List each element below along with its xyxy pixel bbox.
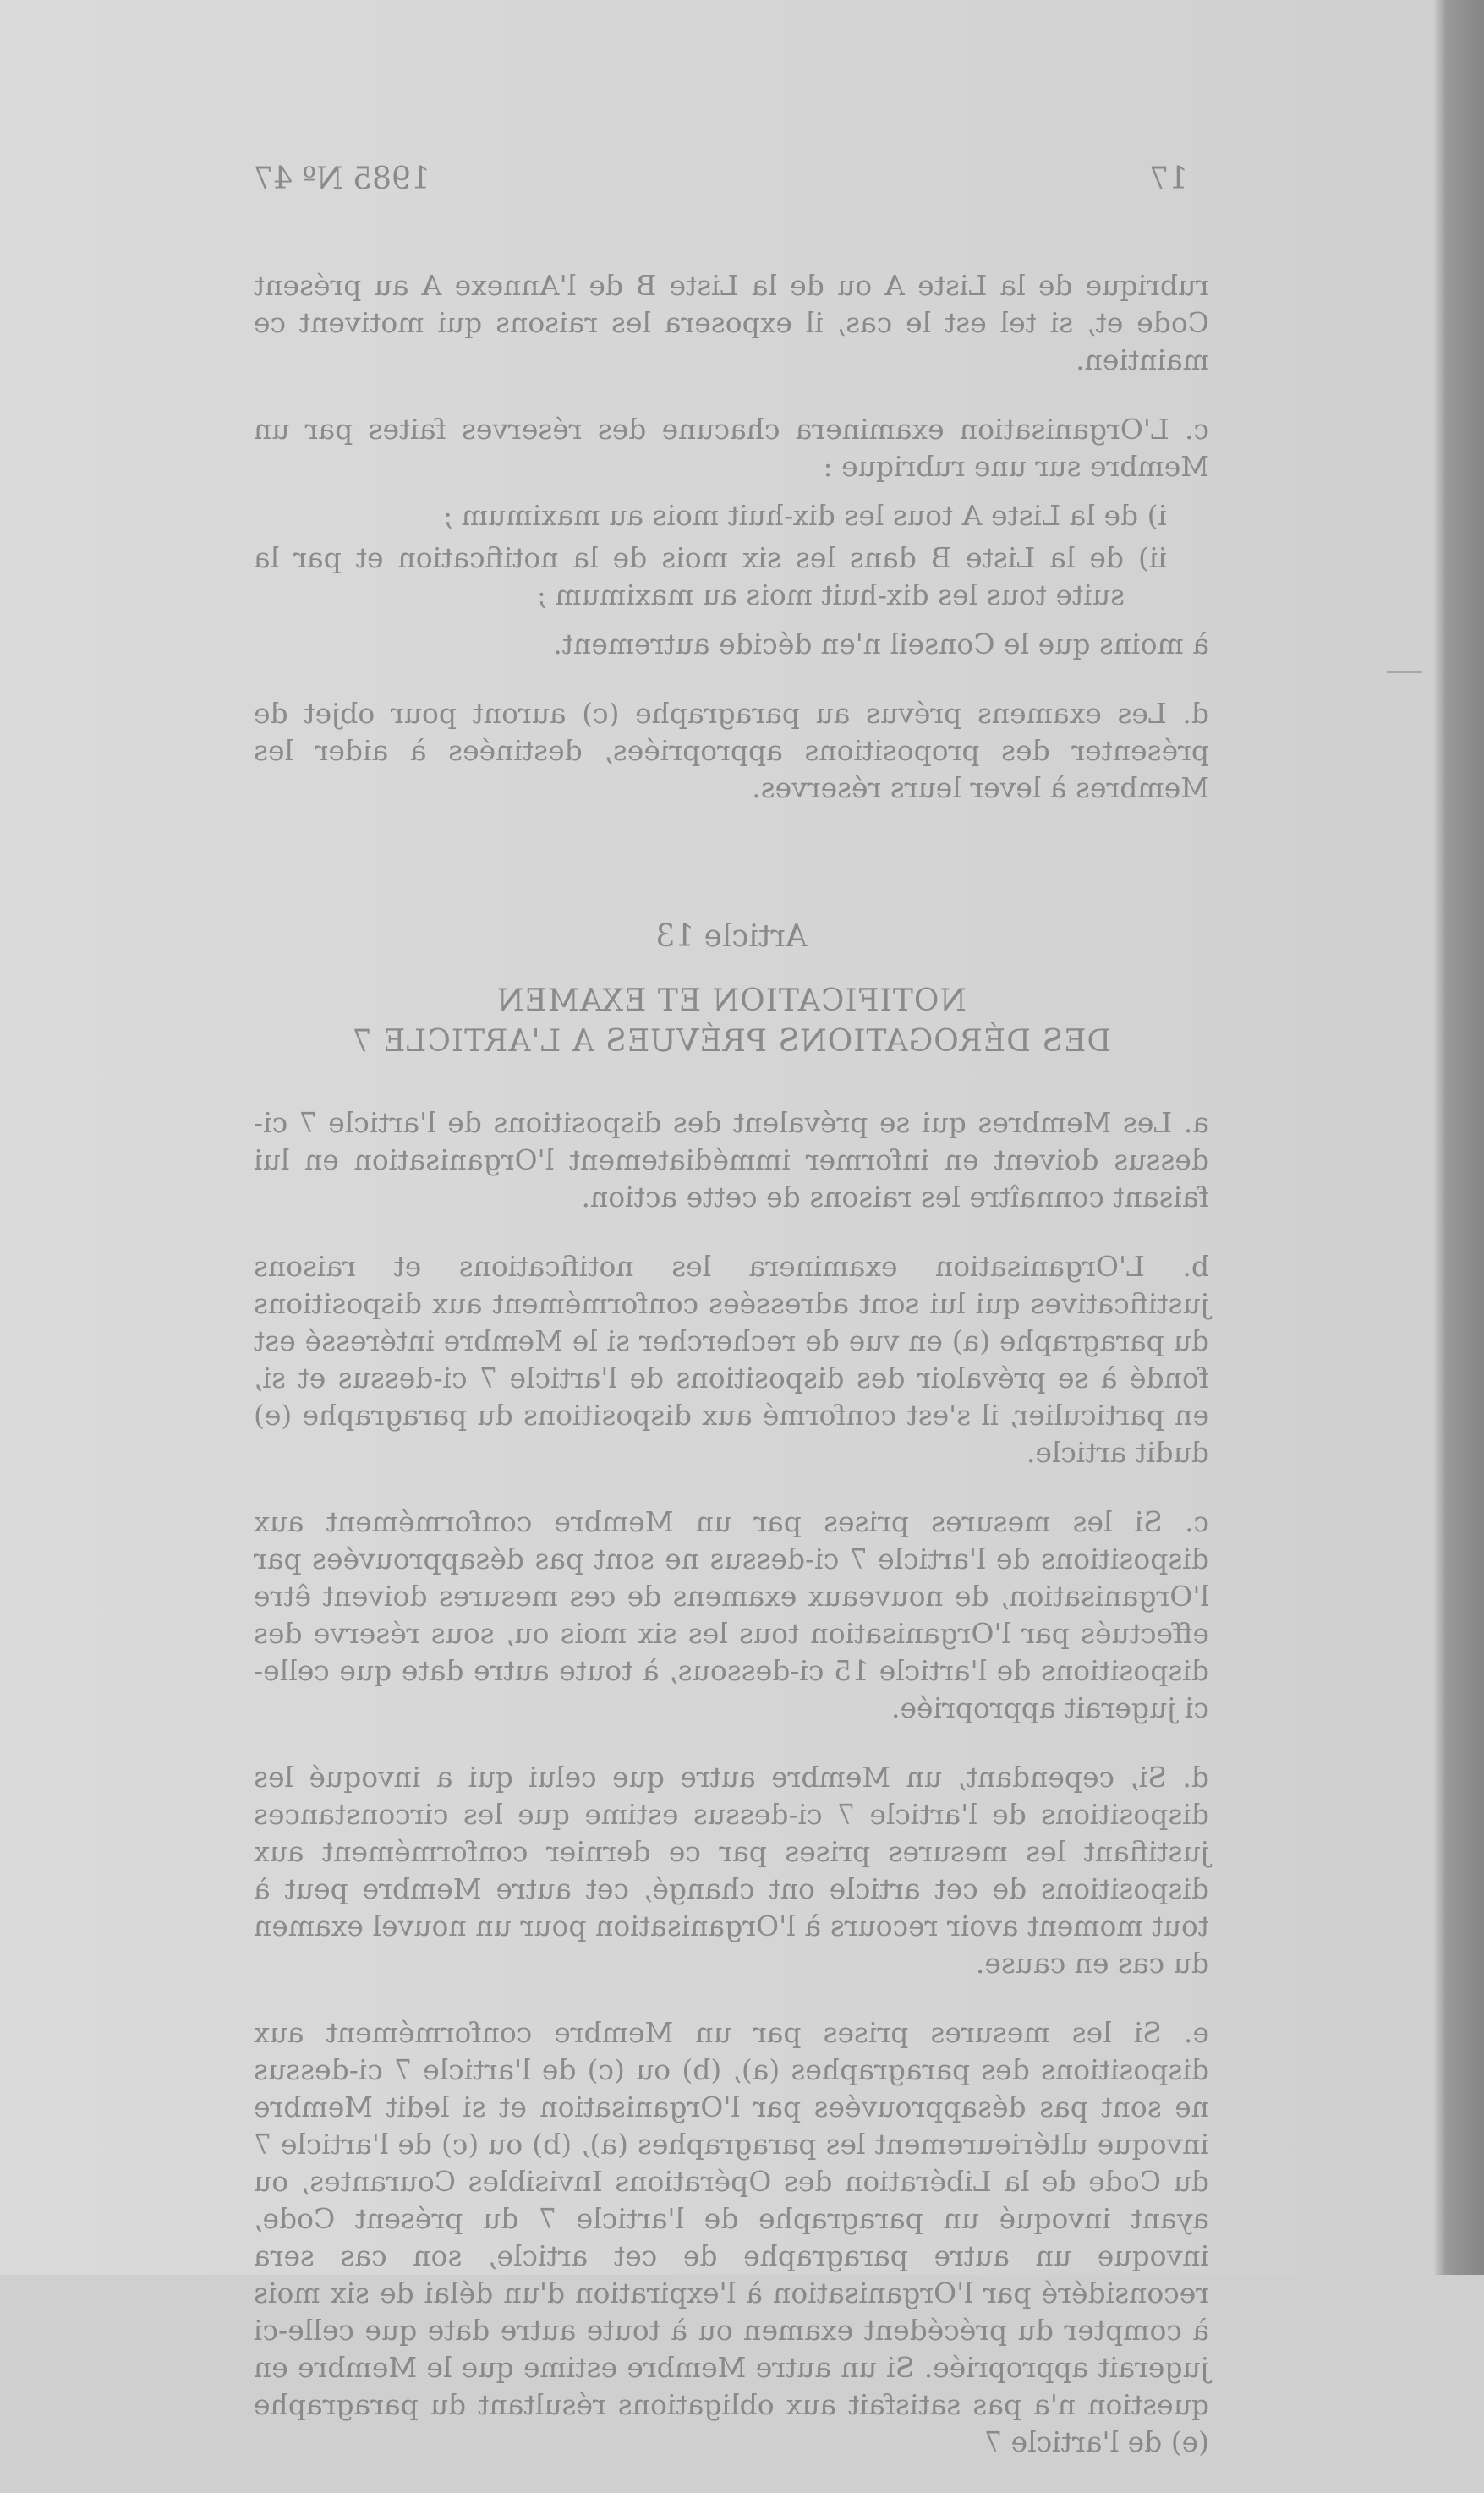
paragraph-d-article: d. Si, cependant, un Membre autre que celui qui a invoqué les dispositions de l'article 7 ci-dessus estime que les circonstances justifiant les mesures prises par ce dernier conformément aux dispositions de cet article ont changé, cet autre Membre peut à tout moment avoir recours à l'Organisation pour un nouvel examen du cas en cause. [254, 1761, 1209, 1980]
paragraph-continuation: rubrique de la Liste A ou de la Liste B de l'Annexe A au présent Code et, si tel est le cas, il exposera les raisons qui motivent ce maintien. [254, 269, 1209, 376]
paragraph-d: d. Les examens prévus au paragraphe (c) auront pour objet de présenter des propositions appropriées, destinées à aider les Membres à lever leurs réserves. [254, 697, 1209, 804]
paragraph-c-ii: ii) de la Liste B dans les six mois de la notification et par la suite tous les dix-huit mois au maximum ; [254, 541, 1167, 611]
paragraph-c: c. L'Organisation examinera chacune des réserves faites par un Membre sur une rubrique : [254, 413, 1209, 483]
paragraph-c-end: à moins que le Conseil n'en décide autrement. [553, 627, 1209, 660]
article-title-line-1: NOTIFICATION ET EXAMEN [496, 984, 967, 1018]
year-number: 1985 Nº 47 [254, 162, 430, 196]
article-title [254, 981, 1209, 1062]
running-header [254, 161, 1209, 198]
paragraph-c-article: c. Si les mesures prises par un Membre conformément aux dispositions de l'article 7 ci-dessus ne sont pas désapprouvées par l'Organisation, de nouveaux examens de ces mesures doivent être effectués par l'Organisation tous les six mois ou, sous réserve des dispositions de l'article 15 ci-dessous, à toute autre date que celle-ci jugerait appropriée. [254, 1505, 1209, 1724]
text-block [254, 161, 1209, 2493]
article-heading: Article 13 [655, 919, 808, 954]
article-title-line-2: DES DÉROGATIONS PRÉVUES A L'ARTICLE 7 [351, 1024, 1112, 1059]
paragraph-c-i: i) de la Liste A tous les dix-huit mois au maximum ; [443, 499, 1167, 532]
page-number: 17 [1149, 162, 1188, 196]
paragraph-e-article: e. Si les mesures prises par un Membre conformément aux dispositions des paragraphes (a), (b) ou (c) de l'article 7 ci-dessus ne sont pas désapprouvées par l'Organisation et si ledit Membre invoque ultérieurement les paragraphes (a), (b) ou (c) de l'article 7 du Code de la Libération des Opérations Invisibles Courantes, ou ayant invoqué un paragraphe de l'article 7 du présent Code, invoque un autre paragraphe de cet article, son cas sera reconsidéré par l'Organisation à l'expiration d'un délai de six mois à compter du précédent examen ou à toute autre date que celle-ci jugerait appropriée. Si un autre Membre estime que le Membre en question n'a pas satisfait aux obligations résultant du paragraphe (e) de l'article 7 [254, 2016, 1209, 2458]
paragraph-a: a. Les Membres qui se prévalent des dispositions de l'article 7 ci-dessus doivent en informer immédiatement l'Organisation en lui faisant connaître les raisons de cette action. [254, 1106, 1209, 1214]
paragraph-b: b. L'Organisation examinera les notifications et raisons justificatives qui lui sont adressées conformément aux dispositions du paragraphe (a) en vue de rechercher si le Membre intéressé est fondé à se prévaloir des dispositions de l'article 7 ci-dessus et si, en particulier, il s'est conformé aux dispositions du paragraphe (e) dudit article. [254, 1250, 1209, 1469]
